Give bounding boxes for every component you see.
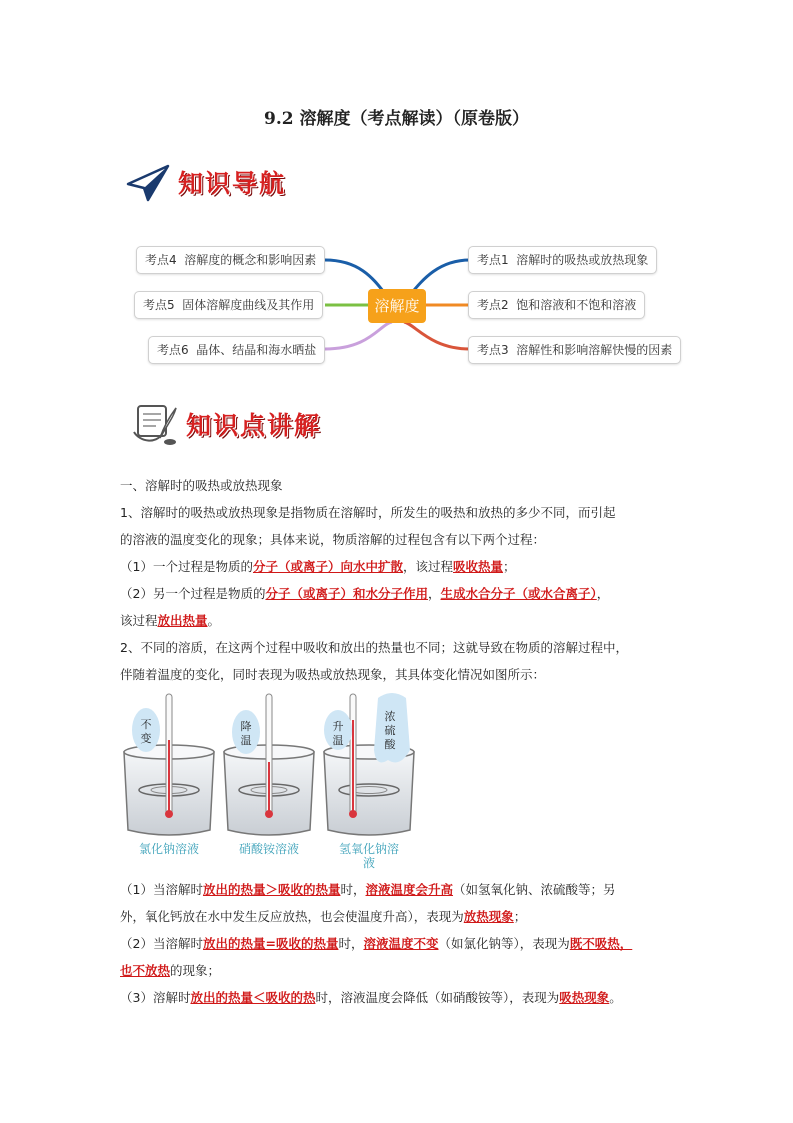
sulfuric-acid-bubble: 浓硫酸 [384,710,396,751]
beaker-drawing [120,690,420,840]
case-2-line-1: （2）当溶解时放出的热量=吸收的热量时，溶液温度不变（如氯化钠等），表现为既不吸热， [120,936,633,951]
paragraph-2-line-2: 伴随着温度的变化，同时表现为吸热或放热现象，其具体变化情况如图所示： [120,667,546,682]
mindmap-node-topic3: 考点3 溶解性和影响溶解快慢的因素 [468,336,681,364]
beaker-1-caption: 氯化钠溶液 [138,842,199,856]
paragraph-2-line-1: 2、不同的溶质，在这两个过程中吸收和放出的热量也不同；这就导致在物质的溶解过程中， [120,640,628,655]
beaker-3-bubble: 升温 [332,720,344,747]
knowledge-lecture-banner [130,402,321,446]
beaker-2-caption: 硝酸铵溶液 [238,842,299,856]
section-1 [120,472,680,688]
section-heading: 一、溶解时的吸热或放热现象 [120,478,283,493]
process-1: （1）一个过程是物质的分子（或离子）向水中扩散，该过程吸收热量； [120,559,516,574]
beaker-figure [120,690,420,870]
scroll-quill-icon [130,402,178,446]
beaker-2-bubble: 降温 [240,720,252,747]
beaker-1-bubble: 不变 [140,718,152,745]
paragraph-1-line-1: 1、溶解时的吸热或放热现象是指物质在溶解时，所发生的吸热和放热的多少不同，而引起 [120,505,616,520]
case-2-line-2: 也不放热的现象； [120,963,221,978]
mindmap-node-topic5: 考点5 固体溶解度曲线及其作用 [134,291,323,319]
case-1-line-2: 外，氧化钙放在水中发生反应放热，也会使温度升高），表现为放热现象； [120,909,527,924]
mindmap-node-topic4: 考点4 溶解度的概念和影响因素 [136,246,325,274]
knowledge-nav-banner [126,160,286,204]
mindmap [130,232,690,372]
beaker-3-caption: 氢氧化钠溶液 [338,842,399,870]
case-3-line-1: （3）溶解时放出的热量＜吸收的热时，溶液温度会降低（如硝酸铵等），表现为吸热现象。 [120,990,622,1005]
mindmap-node-topic6: 考点6 晶体、结晶和海水晒盐 [148,336,325,364]
knowledge-lecture-title: 知识点讲解 [186,411,322,440]
process-2-cont: 该过程放出热量。 [120,613,221,628]
mindmap-center: 溶解度 [368,289,426,323]
knowledge-nav-title: 知识导航 [178,169,287,198]
cases [120,876,680,1011]
mindmap-node-topic2: 考点2 饱和溶液和不饱和溶液 [468,291,645,319]
paper-plane-icon [126,162,170,202]
process-2: （2）另一个过程是物质的分子（或离子）和水分子作用，生成水合分子（或水合离子）， [120,586,610,601]
case-1-line-1: （1）当溶解时放出的热量＞吸收的热量时，溶液温度会升高（如氢氧化钠、浓硫酸等；另 [120,882,616,897]
paragraph-1-line-2: 的溶液的温度变化的现象；具体来说，物质溶解的过程包含有以下两个过程： [120,532,546,547]
page-title: 9.2 溶解度（考点解读）（原卷版） [264,109,529,129]
mindmap-node-topic1: 考点1 溶解时的吸热或放热现象 [468,246,657,274]
